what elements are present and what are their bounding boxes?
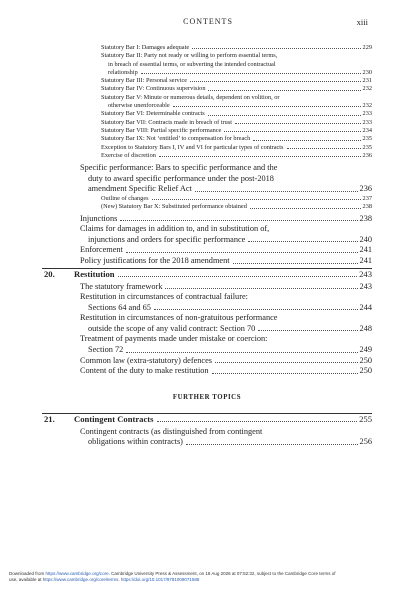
dot-leader: [235, 123, 361, 124]
further-topics-heading: FURTHER TOPICS: [172, 393, 242, 401]
toc-entry[interactable]: [101, 203, 372, 211]
toc-entry-text: Statutory Bar VIII: Partial specific performance: [101, 126, 222, 134]
toc-page-number: 236: [362, 151, 372, 159]
toc-page-number: 238: [362, 203, 372, 211]
toc-entry[interactable]: [80, 313, 372, 334]
subentry-group-post-2018: [42, 195, 372, 212]
toc-entry[interactable]: [80, 427, 372, 448]
toc-entry-text: Injunctions: [80, 213, 118, 223]
section-post-2018: [42, 163, 372, 195]
dot-leader: [208, 115, 361, 116]
download-notice: Downloaded from https://www.cambridge.org/core. Cambridge University Press & Assessment, on 18 Aug 2026 at 07:52:32, subject to the Cambridge Core terms of use, available at https://www.cambridge.org/core/terms. https://doi.org/10.1017/9781009071588: [9, 571, 336, 582]
toc-entry[interactable]: [101, 152, 372, 160]
toc-entry[interactable]: [101, 127, 372, 135]
toc-entry-text: in breach of essential terms, or subverting the intended contractual: [108, 60, 276, 68]
chapter-page: 243: [359, 268, 372, 279]
dot-leader: [258, 330, 357, 331]
toc-page-number: 235: [362, 143, 372, 151]
chapter-number: 21.: [44, 413, 55, 424]
dot-leader: [141, 73, 361, 74]
toc-page-number: 238: [359, 213, 372, 223]
toc-page-number: 250: [359, 355, 372, 365]
toc-entry-text: Claims for damages in addition to, and in substitution of,: [80, 224, 270, 234]
dot-leader: [190, 81, 361, 82]
toc-entry-text: Treatment of payments made under mistake or coercion:: [80, 334, 268, 344]
toc-entry-text: Exception to Statutory Bars I, IV and VI for particular types of contracts: [101, 143, 284, 151]
toc-entry-text: Restitution in circumstances of non-gratuitous performance: [80, 313, 278, 323]
toc-entry-text: Restitution in circumstances of contractual failure:: [80, 292, 248, 302]
toc-entry-text: Contingent contracts (as distinguished from contingent: [80, 426, 263, 436]
dot-leader: [192, 48, 360, 49]
dot-leader: [159, 156, 361, 157]
toc-page-number: 244: [359, 302, 372, 312]
toc-entry[interactable]: [80, 282, 372, 293]
running-header: [0, 17, 416, 31]
dot-leader: [154, 309, 358, 310]
toc-entry-text: (New) Statutory Bar X: Substituted performance obtained: [101, 203, 247, 211]
toc-entry-text: Enforcement: [80, 245, 123, 255]
toc-entry-text: Statutory Bar II: Party not ready or willing to perform essential terms,: [101, 52, 278, 60]
toc-page-number: 241: [359, 245, 372, 255]
toc-entry-text: Policy justifications for the 2018 amendment: [80, 255, 230, 265]
toc-page-number: 233: [362, 110, 372, 118]
toc-entry-text: The statutory framework: [80, 281, 163, 291]
toc-page-number: 231: [362, 77, 372, 85]
toc-entry[interactable]: [101, 144, 372, 152]
section-group-remedies: [42, 214, 372, 267]
chapter-20[interactable]: [42, 269, 372, 280]
dot-leader: [126, 352, 357, 353]
toc-entry-text: Specific performance: Bars to specific performance and the: [80, 163, 278, 173]
toc-entry-text: Section 72: [88, 345, 124, 355]
toc-entry-text: Statutory Bar V: Minute or numerous details, dependent on volition, or: [101, 93, 280, 101]
dot-leader: [233, 263, 358, 264]
toc-entry[interactable]: [101, 110, 372, 118]
toc-entry-text: Statutory Bar VI: Determinable contracts: [101, 110, 205, 118]
running-title: CONTENTS: [183, 17, 233, 26]
toc-entry-text: Statutory Bar IV: Continuous supervision: [101, 85, 206, 93]
toc-page-number: 230: [362, 68, 372, 76]
toc-page-number: 249: [359, 345, 372, 355]
dot-leader: [173, 106, 361, 107]
toc-entry[interactable]: [80, 163, 372, 195]
dot-leader: [126, 252, 358, 253]
toc-entry-text: Common law (extra-statutory) defences: [80, 355, 213, 365]
toc-entry[interactable]: [80, 292, 372, 313]
doi-link[interactable]: https://doi.org/10.1017/9781009071588: [120, 577, 200, 582]
toc-entry[interactable]: [80, 256, 372, 267]
dot-leader: [195, 191, 358, 192]
toc-page-number: 240: [359, 234, 372, 244]
toc-entry-text: otherwise unenforceable: [108, 102, 170, 110]
toc-entry[interactable]: [101, 44, 372, 52]
section-group-restitution: [42, 282, 372, 377]
toc-entry[interactable]: [101, 119, 372, 127]
toc-page-number: 250: [359, 366, 372, 376]
toc-entry[interactable]: [80, 356, 372, 367]
chapter-number: 20.: [44, 268, 55, 279]
toc-entry-text: amendment Specific Relief Act: [88, 184, 192, 194]
toc-entry[interactable]: [101, 85, 372, 93]
toc-entry-text: Statutory Bar IX: Not ‘entitled’ to compensation for breach: [101, 135, 251, 143]
toc-entry[interactable]: [101, 52, 372, 77]
toc-entry-text: Statutory Bar VII: Contracts made in breach of trust: [101, 118, 233, 126]
toc-entry-text: Sections 64 and 65: [88, 302, 151, 312]
toc-entry-text: Statutory Bar III: Personal service: [101, 77, 188, 85]
dot-leader: [186, 444, 358, 445]
contents-list: [42, 44, 372, 448]
chapter-page: 255: [359, 413, 372, 424]
toc-page-number: 243: [359, 281, 372, 291]
toc-page-number: 241: [359, 255, 372, 265]
toc-entry-text: Outline of changes: [101, 194, 149, 202]
toc-page-number: 256: [359, 437, 372, 447]
dot-leader: [120, 220, 357, 221]
dot-leader: [248, 241, 357, 242]
chapter-21[interactable]: [42, 414, 372, 425]
toc-entry[interactable]: [101, 195, 372, 203]
toc-page-number: 237: [362, 194, 372, 202]
dot-leader: [253, 140, 360, 141]
toc-entry-text: duty to award specific performance under the post-2018: [88, 173, 274, 183]
toc-entry-text: relationship: [108, 68, 138, 76]
toc-page-number: 232: [362, 102, 372, 110]
toc-page-number: 232: [362, 85, 372, 93]
dot-leader: [165, 288, 357, 289]
dot-leader: [212, 373, 358, 374]
dot-leader: [224, 131, 360, 132]
dot-leader: [208, 90, 360, 91]
page-number: xiii: [356, 17, 368, 27]
dot-leader: [215, 362, 358, 363]
toc-page-number: 234: [362, 126, 372, 134]
subentry-group-statutory-bars: [42, 44, 372, 160]
toc-entry-text: obligations within contracts): [88, 437, 183, 447]
toc-entry[interactable]: [101, 94, 372, 111]
dot-leader: [287, 148, 361, 149]
dot-leader: [250, 208, 361, 209]
toc-entry-text: outside the scope of any valid contract: Section 70: [88, 323, 256, 333]
toc-page-number: 233: [362, 118, 372, 126]
toc-entry[interactable]: [101, 77, 372, 85]
dot-leader: [152, 199, 361, 200]
toc-entry[interactable]: [80, 366, 372, 377]
section-group-contingent: [42, 427, 372, 448]
toc-entry-text: injunctions and orders for specific performance: [88, 234, 246, 244]
toc-entry[interactable]: [80, 224, 372, 245]
toc-entry[interactable]: [80, 245, 372, 256]
toc-entry-text: Statutory Bar I: Damages adequate: [101, 44, 190, 51]
toc-page-number: 248: [359, 323, 372, 333]
toc-page-number: 229: [362, 44, 372, 51]
toc-entry[interactable]: [80, 214, 372, 225]
toc-entry-text: Content of the duty to make restitution: [80, 366, 209, 376]
toc-entry[interactable]: [80, 334, 372, 355]
toc-page-number: 236: [359, 184, 372, 194]
toc-entry[interactable]: [101, 135, 372, 143]
chapter-title: Contingent Contracts: [74, 413, 154, 424]
toc-page-number: 235: [362, 135, 372, 143]
cambridge-core-link[interactable]: https://www.cambridge.org/core: [45, 571, 109, 576]
toc-entry-text: Exercise of discretion: [101, 151, 156, 159]
terms-link[interactable]: https://www.cambridge.org/core/terms: [42, 577, 119, 582]
chapter-title: Restitution: [74, 268, 115, 279]
